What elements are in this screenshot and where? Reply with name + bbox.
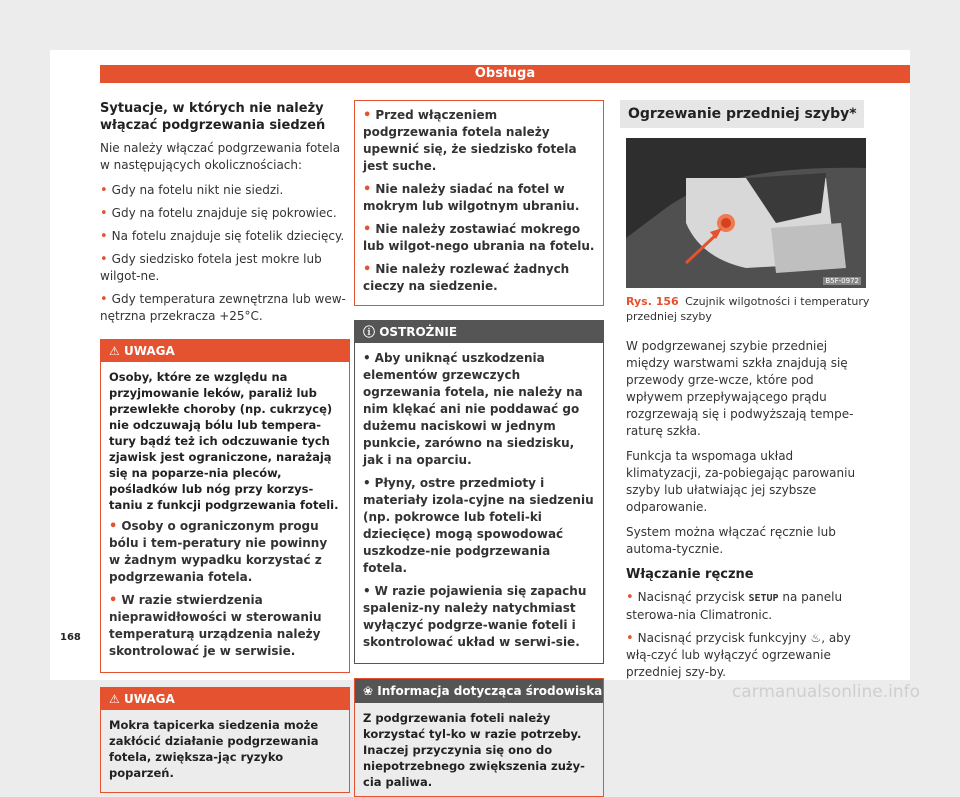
list-item: • Osoby o ograniczonym progu bólu i tem-peratury nie powinny w żadnym wypadku korzystać z podgrzewania fotela.: [109, 519, 328, 584]
intro-text: Nie należy włączać podgrzewania fotela w następujących okolicznościach:: [100, 141, 341, 172]
list-item: • Gdy siedzisko fotela jest mokre lub wilgot-ne.: [100, 252, 322, 283]
column-3: [620, 100, 870, 687]
paragraph: W podgrzewanej szybie przedniej między warstwami szkła znajdują się przewody grze-wcze, które pod wpływem przepływającego prądu rozgrzewają się i podwyższają tempe-raturę szkła.: [626, 339, 854, 438]
section-header: Obsługa: [100, 65, 910, 83]
list-item: • Przed włączeniem podgrzewania fotela należy upewnić się, że siedzisko fotela jest suche.: [363, 108, 577, 173]
subheading: Włączanie ręczne: [626, 567, 754, 582]
warning-box: [100, 339, 350, 673]
list-item: • Gdy temperatura zewnętrzna lub wew-nętrzna przekracza +25°C.: [100, 292, 346, 323]
list-item: • Nie należy zostawiać mokrego lub wilgot-nego ubrania na fotelu.: [363, 222, 595, 253]
setup-button-icon: SETUP: [748, 593, 779, 604]
steps-list: [626, 589, 870, 681]
list-item: • Płyny, ostre przedmioty i materiały izola-cyjne na siedzeniu (np. pokrowce lub foteli-ki dziecięce) mogą spowodować uszkodze-nie podgrzewania fotela.: [363, 476, 594, 575]
paragraph: Funkcja ta wspomaga układ klimatyzacji, za-pobiegając parowaniu szyby lub ułatwiając jej szybsze odparowanie.: [626, 449, 856, 514]
info-circle-icon: ⓘ: [363, 325, 376, 339]
list-item: • Nie należy siadać na fotel w mokrym lub wilgotnym ubraniu.: [363, 182, 580, 213]
warning-triangle-icon: ⚠: [109, 692, 120, 706]
environment-text: Z podgrzewania foteli należy korzystać tyl-ko w razie potrzeby. Inaczej przyczynia się ono do niepotrzebnego zwiększenia zuży-cia paliwa.: [363, 711, 585, 789]
figure-caption: Rys. 156 Czujnik wilgotności i temperatury przedniej szyby: [626, 295, 870, 323]
page-number: 168: [60, 632, 81, 643]
figure-code: B5F-0972: [825, 277, 859, 285]
list-item: • Na fotelu znajduje się fotelik dziecięcy.: [100, 229, 345, 244]
warning-header: ⚠ UWAGA: [101, 688, 349, 710]
list-item: • Aby uniknąć uszkodzenia elementów grzewczych ogrzewania fotela, nie należy na nim klękać ani nie poddawać go dużemu naciskowi w jednym punkcie, zarówno na siedzisku, jak i na oparciu.: [363, 351, 583, 467]
leaf-icon: ❀: [363, 684, 374, 698]
list-item: • Nie należy rozlewać żadnych cieczy na siedzenie.: [363, 262, 570, 293]
list-item: • W razie stwierdzenia nieprawidłowości w sterowaniu temperaturą urządzenia należy skontrolować je w serwisie.: [109, 593, 322, 658]
figure-image: [626, 138, 866, 288]
warning-continuation-box: [354, 100, 604, 306]
warning-box-2: [100, 687, 350, 793]
warning-text: Osoby, które ze względu na przyjmowanie leków, paraliż lub przewlekłe choroby (np. cukrzycę) nie odczuwają bólu lub tempera-tury bądź też ich odczuwanie tych zjawisk jest ograniczone, narażają się na poparze-nia pleców, pośladków lub nóg przy korzys-taniu z funkcji podgrzewania foteli.: [109, 370, 339, 512]
conditions-list: [100, 182, 350, 325]
list-item: • Gdy na fotelu znajduje się pokrowiec.: [100, 206, 337, 221]
warning-triangle-icon: ⚠: [109, 344, 120, 358]
warning-text: Mokra tapicerka siedzenia może zakłócić działanie podgrzewania fotela, zwiększa-jąc ryzyko poparzeń.: [109, 718, 319, 780]
column-1: [100, 100, 350, 793]
list-item: • Gdy na fotelu nikt nie siedzi.: [100, 183, 284, 198]
section-title: Ogrzewanie przedniej szyby*: [620, 100, 864, 128]
watermark: carmanualsonline.info: [731, 682, 920, 702]
windshield-heat-icon: ♨: [810, 631, 822, 645]
column-2: [354, 100, 604, 797]
list-item: • Nacisnąć przycisk SETUP na panelu sterowa-nia Climatronic.: [626, 590, 843, 622]
environment-box: [354, 678, 604, 797]
list-item: • W razie pojawienia się zapachu spaleniz-ny należy natychmiast wyłączyć podgrze-wanie foteli i skontrolować układ w serwi-sie.: [363, 584, 587, 649]
warning-header: ⚠ UWAGA: [101, 340, 349, 362]
environment-header: ❀ Informacja dotycząca środowiska: [355, 679, 603, 703]
list-item: • Nacisnąć przycisk funkcyjny ♨, aby włą-czyć lub wyłączyć ogrzewanie przedniej szy-by.: [626, 631, 851, 679]
paragraph: System można włączać ręcznie lub automa-tycznie.: [626, 525, 836, 556]
caution-header: ⓘ OSTROŻNIE: [355, 321, 603, 343]
section-heading: Sytuacje, w których nie należy włączać podgrzewania siedzeń: [100, 101, 326, 133]
windshield-sensor-illustration: [626, 138, 866, 288]
caution-box: [354, 320, 604, 664]
